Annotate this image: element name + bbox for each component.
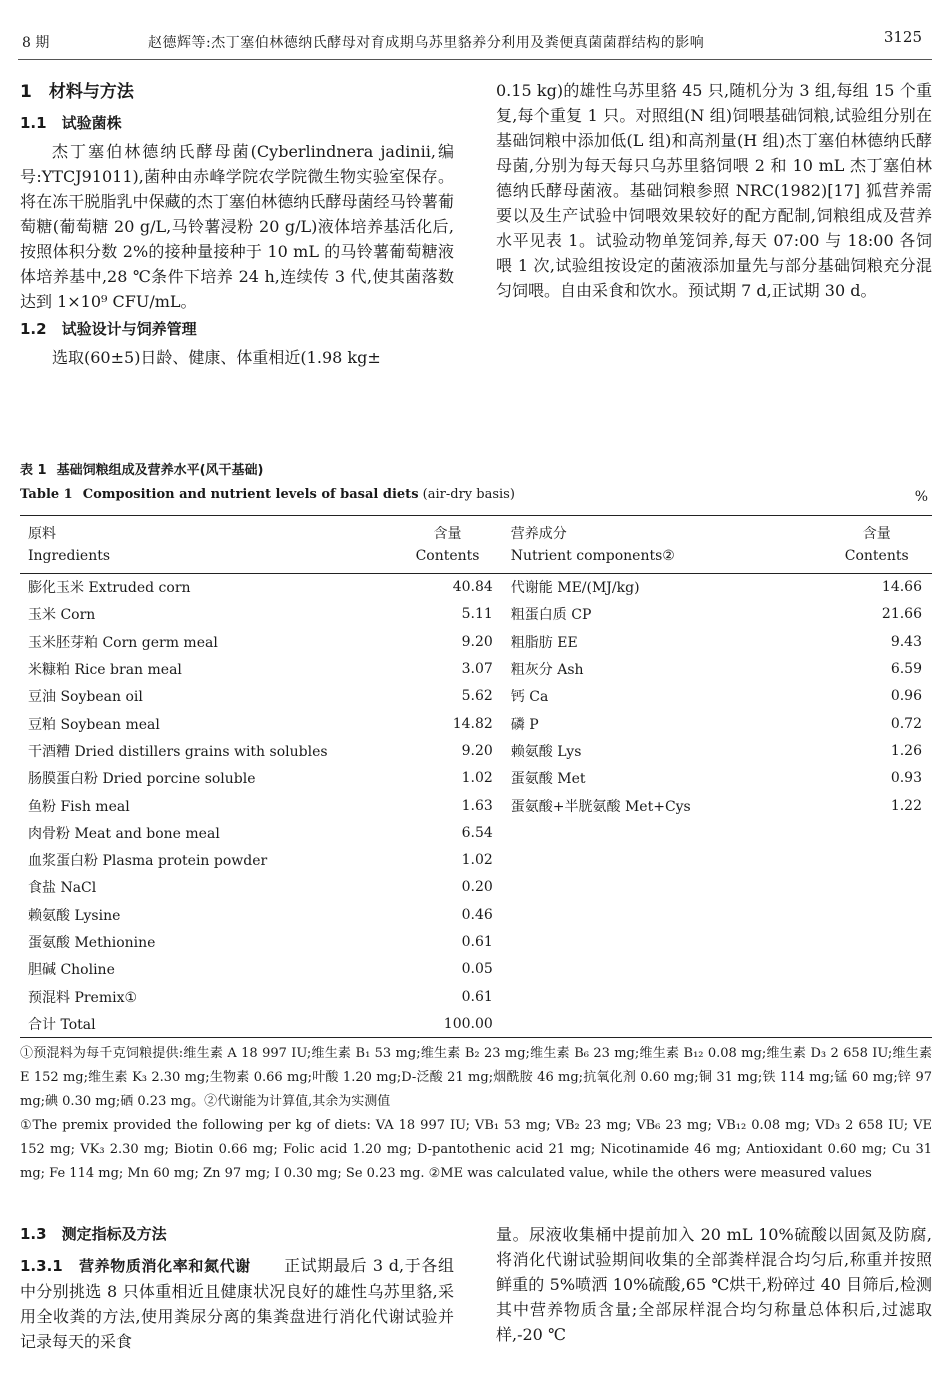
ingredient-cell: 豆油 Soybean oil — [28, 689, 143, 706]
nutrient-content-cell — [823, 983, 932, 1010]
table-row — [20, 846, 932, 873]
header-rule — [18, 59, 932, 60]
table-title-en-paren: (air-dry basis) — [422, 487, 515, 502]
content-cell: 5.62 — [461, 688, 493, 705]
table-row — [20, 737, 932, 764]
ingredient-cell: 肉骨粉 Meat and bone meal — [28, 825, 220, 842]
nutrient-content-cell: 0.72 — [890, 715, 922, 732]
ingredient-cell: 赖氨酸 Lysine — [28, 907, 121, 924]
nutrient-cell — [503, 901, 824, 928]
content-cell: 5.11 — [461, 606, 493, 623]
content-cell: 0.46 — [461, 906, 493, 923]
table-title-en: Composition and nutrient levels of basal diets — [82, 487, 419, 502]
header-contents-2: 含量 Contents — [844, 525, 909, 564]
table-row — [20, 1010, 932, 1037]
content-cell: 1.02 — [461, 770, 493, 787]
table-row — [20, 901, 932, 928]
nutrient-content-cell — [823, 819, 932, 846]
table-row — [20, 683, 932, 710]
nutrient-content-cell — [823, 1010, 932, 1037]
nutrient-content-cell: 0.96 — [890, 688, 922, 705]
nutrient-content-cell — [823, 928, 932, 955]
content-cell: 0.61 — [461, 934, 493, 950]
nutrient-content-cell: 1.22 — [890, 797, 922, 814]
nutrient-cell: 蛋氨酸 Met — [510, 771, 586, 788]
ingredient-cell: 食盐 NaCl — [28, 880, 97, 897]
table-row — [20, 928, 932, 955]
ingredient-cell: 干酒糟 Dried distillers grains with solubles — [28, 743, 328, 760]
ingredient-cell: 血浆蛋白粉 Plasma protein powder — [28, 853, 268, 870]
table-row — [20, 601, 932, 628]
nutrient-cell — [503, 846, 824, 873]
table-row — [20, 710, 932, 737]
ingredient-cell: 蛋氨酸 Methionine — [28, 935, 156, 951]
table-row — [20, 956, 932, 983]
ingredient-cell: 肠膜蛋白粉 Dried porcine soluble — [28, 771, 256, 788]
table-note-en: ①The premix provided the following per kg of diets: VA 18 997 IU; VB₁ 53 mg; VB₂ 23 mg; VB₆ 23 mg; VB₁₂ 0.08 mg; VD₃ 2 658 IU; VE 152 mg; VK₃ 2.30 mg; Biotin 0.66 mg; Folic acid 1.20 mg; D-pantothenic acid 21 mg; Nicotinamide 46 mg; Antioxidant 0.60 mg; Cu 31 mg; Fe 114 mg; Mn 60 mg; Zn 97 mg; I 0.30 mg; Se 0.23 mg. ②ME was calculated value, while the others were measured values — [20, 1118, 932, 1181]
left-column-top — [20, 80, 454, 370]
content-cell: 40.84 — [452, 579, 493, 596]
nutrient-cell — [503, 983, 824, 1010]
table-notes — [20, 1042, 932, 1186]
section-1-3-1-title: 1.3.1 营养物质消化率和氮代谢 — [20, 1257, 251, 1275]
nutrient-cell — [503, 928, 824, 955]
nutrient-cell: 钙 Ca — [510, 689, 549, 706]
ingredient-cell: 鱼粉 Fish meal — [28, 798, 130, 815]
table-label-en: Table 1 — [20, 487, 73, 502]
nutrient-content-cell: 1.26 — [890, 742, 922, 759]
nutrient-content-cell — [823, 846, 932, 873]
page-number: 3125 — [883, 28, 922, 46]
nutrient-cell: 粗灰分 Ash — [510, 662, 584, 679]
right-column-bottom — [496, 1222, 932, 1347]
content-cell: 1.02 — [461, 852, 493, 869]
content-cell: 100.00 — [443, 1015, 493, 1032]
table-note-zh: ①预混料为每千克饲粮提供:维生素 A 18 997 IU;维生素 B₁ 53 mg;维生素 B₂ 23 mg;维生素 B₆ 23 mg;维生素 B₁₂ 0.08 mg;维生素 D₃ 2 658 IU;维生素 E 152 mg;维生素 K₃ 2.30 mg;生物素 0.66 mg;叶酸 1.20 mg;D-泛酸 21 mg;烟酰胺 46 mg;抗氧化剂 0.60 mg;铜 31 mg;铁 114 mg;锰 60 mg;锌 97 mg;碘 0.30 mg;硒 0.23 mg。②代谢能为计算值,其余为实测值 — [20, 1046, 932, 1109]
running-title: 赵德辉等:杰丁塞伯林德纳氏酵母对育成期乌苏里貉养分利用及粪便真菌菌群结构的影响 — [148, 35, 705, 51]
content-cell: 3.07 — [461, 661, 493, 678]
section-1-3-1-text-left: 正试期最后 3 d,于各组中分别挑选 8 只体重相近且健康状况良好的雄性乌苏里貉,采用全收粪的方法,使用粪尿分离的集粪盘进行消化代谢试验并记录每天的采食 — [20, 1256, 454, 1351]
ingredient-cell: 玉米 Corn — [28, 607, 96, 624]
content-cell: 0.20 — [461, 879, 493, 896]
table-row — [20, 655, 932, 682]
section-1-3-title: 1.3 测定指标及方法 — [20, 1225, 167, 1243]
nutrient-cell: 粗脂肪 EE — [510, 634, 578, 651]
table-row — [20, 628, 932, 655]
section-1-3-1-para — [20, 1253, 454, 1354]
table-label-zh: 表 1 — [20, 463, 47, 478]
content-cell: 0.61 — [461, 988, 493, 1005]
nutrient-content-cell: 6.59 — [890, 661, 922, 678]
ingredient-cell: 胆碱 Choline — [28, 962, 115, 979]
ingredient-cell: 合计 Total — [28, 1016, 96, 1033]
nutrient-cell: 赖氨酸 Lys — [510, 743, 582, 760]
ingredient-cell: 米糠粕 Rice bran meal — [28, 662, 182, 679]
nutrient-cell — [503, 956, 824, 983]
nutrient-content-cell: 0.93 — [890, 770, 922, 787]
table-row — [20, 574, 932, 601]
nutrient-cell: 代谢能 ME/(MJ/kg) — [510, 580, 640, 597]
table-row — [20, 792, 932, 819]
nutrient-cell — [503, 819, 824, 846]
issue-number: 8 期 — [22, 35, 50, 51]
table-row — [20, 874, 932, 901]
diet-composition-table — [20, 515, 932, 1038]
nutrient-content-cell: 14.66 — [881, 579, 922, 596]
section-1-2-text-right: 0.15 kg)的雄性乌苏里貉 45 只,随机分为 3 组,每组 15 个重复,每个重复 1 只。对照组(N 组)饲喂基础饲粮,试验组分别在基础饲粮中添加低(L 组)和高剂量(H 组)杰丁塞伯林德纳氏酵母菌,分别为每天每只乌苏里貉饲喂 2 和 10 mL 杰丁塞伯林德纳氏酵母菌液。基础饲粮参照 NRC(1982)[17] 狐营养需要以及生产试验中饲喂效果较好的配方配制,饲粮组成及营养水平见表 1。试验动物单笼饲养,每天 07:00 与 18:00 各饲喂 1 次,试验组按设定的菌液添加量先与部分基础饲粮充分混匀饲喂。自由采食和饮水。预试期 7 d,正试期 30 d。 — [496, 81, 932, 300]
section-1-title: 1 材料与方法 — [20, 82, 134, 102]
table-row — [20, 983, 932, 1010]
section-1-2-title: 1.2 试验设计与饲养管理 — [20, 320, 197, 338]
left-column-bottom — [20, 1222, 454, 1354]
ingredient-cell: 预混料 Premix① — [28, 989, 138, 1006]
nutrient-cell: 磷 P — [510, 716, 539, 733]
table-row — [20, 765, 932, 792]
header-ingredients: 原料 Ingredients — [28, 525, 111, 564]
nutrient-content-cell — [823, 901, 932, 928]
table-caption-zh — [20, 459, 263, 478]
content-cell: 0.05 — [461, 961, 493, 978]
ingredient-cell: 豆粕 Soybean meal — [28, 716, 160, 733]
nutrient-content-cell — [823, 956, 932, 983]
nutrient-cell — [503, 1010, 824, 1037]
nutrient-cell: 粗蛋白质 CP — [510, 607, 592, 624]
table-row — [20, 819, 932, 846]
content-cell: 9.20 — [461, 633, 493, 650]
nutrient-content-cell: 21.66 — [881, 606, 922, 623]
table-caption-en — [20, 487, 515, 502]
table-header-row — [20, 516, 932, 574]
nutrient-cell: 蛋氨酸+半胱氨酸 Met+Cys — [510, 798, 691, 815]
nutrient-cell — [503, 874, 824, 901]
content-cell: 1.63 — [461, 797, 493, 814]
content-cell: 9.20 — [461, 742, 493, 759]
content-cell: 6.54 — [461, 824, 493, 841]
header-nutrients: 营养成分 Nutrient components② — [510, 525, 675, 564]
section-1-3-1-text-right: 量。尿液收集桶中提前加入 20 mL 10%硫酸以固氮及防腐,将消化代谢试验期间收集的全部粪样混合均匀后,称重并按照鲜重的 5%喷洒 10%硫酸,65 ℃烘干,粉碎过 40 目筛后,检测其中营养物质含量;全部尿样混合均匀称量总体积后,过滤取样,-20 ℃ — [496, 1225, 932, 1344]
nutrient-content-cell: 9.43 — [890, 633, 922, 650]
nutrient-content-cell — [823, 874, 932, 901]
content-cell: 14.82 — [452, 715, 493, 732]
ingredient-cell: 玉米胚芽粕 Corn germ meal — [28, 634, 218, 651]
section-1-2-text-left: 选取(60±5)日龄、健康、体重相近(1.98 kg± — [52, 348, 381, 367]
ingredient-cell: 膨化玉米 Extruded corn — [28, 580, 191, 597]
table-unit: % — [914, 489, 928, 505]
section-1-1-text: 杰丁塞伯林德纳氏酵母菌(Cyberlindnera jadinii,编号:YTCJ91011),菌种由赤峰学院农学院微生物实验室保存。将在冻干脱脂乳中保藏的杰丁塞伯林德纳氏酵母菌经马铃薯葡萄糖(葡萄糖 20 g/L,马铃薯浸粉 20 g/L)液体培养基活化后,按照体积分数 2%的接种量接种于 10 mL 的马铃薯葡萄糖液体培养基中,28 ℃条件下培养 24 h,连续传 3 代,使其菌落数达到 1×10⁹ CFU/mL。 — [20, 142, 454, 311]
header-contents: 含量 Contents — [415, 525, 480, 564]
right-column-top — [496, 78, 932, 303]
section-1-1-title: 1.1 试验菌株 — [20, 114, 122, 132]
table-title-zh: 基础饲粮组成及营养水平(风干基础) — [56, 463, 264, 478]
